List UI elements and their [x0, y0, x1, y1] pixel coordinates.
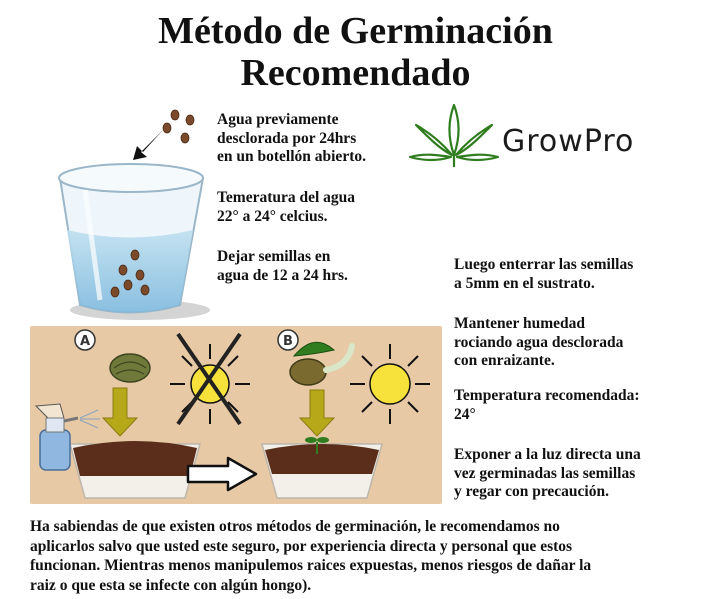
arrow-down-b	[300, 390, 334, 436]
step-water-text: Agua previamente desclorada por 24hrs en un botellón abierto.	[217, 111, 366, 165]
soil-b	[265, 444, 379, 474]
cannabis-leaf-logo	[408, 103, 500, 168]
arrow-down-a	[103, 388, 137, 436]
step-recommended-temp-text: Temperatura recomendada: 24°	[454, 387, 640, 423]
title-line-1: Método de Germinación	[158, 10, 553, 52]
arrow-right-icon	[186, 456, 258, 492]
step-temperature-text: Temeratura del agua 22° a 24° celcius.	[217, 189, 356, 225]
sprouting-seed	[290, 342, 352, 385]
arrow-down-icon	[133, 130, 163, 160]
page-title	[0, 10, 711, 94]
title-line-2: Recomendado	[240, 52, 471, 94]
soil-a	[73, 441, 197, 476]
step-bury-text: Luego enterrar las semillas a 5mm en el sustrato.	[454, 256, 634, 292]
seed-a	[110, 354, 150, 382]
step-humidity-text: Mantener humedad rociando agua desclorada con enraizante.	[454, 315, 624, 369]
step-soak-text: Dejar semillas en agua de 12 a 24 hrs.	[217, 248, 348, 284]
glass-with-seeds-illustration	[45, 100, 215, 325]
sun-icon	[350, 344, 430, 424]
panel-b-label: B	[283, 334, 293, 349]
sun-crossed-icon	[170, 334, 250, 424]
panel-a-label: A	[79, 334, 91, 349]
footer-paragraph: Ha sabiendas de que existen otros métodos de germinación, le recomendamos no aplicarlos salvo que usted este seguro, por experiencia directa y personal que estos funcionan. Mientras menos manipulemos raices expuestas, menos riesgos de dañar la raiz o que esta se infecte con algún hongo).	[30, 518, 592, 594]
step-light-text: Exponer a la luz directa una vez germinadas las semillas y regar con precaución.	[454, 446, 641, 500]
brand-name: GrowPro	[502, 124, 635, 159]
